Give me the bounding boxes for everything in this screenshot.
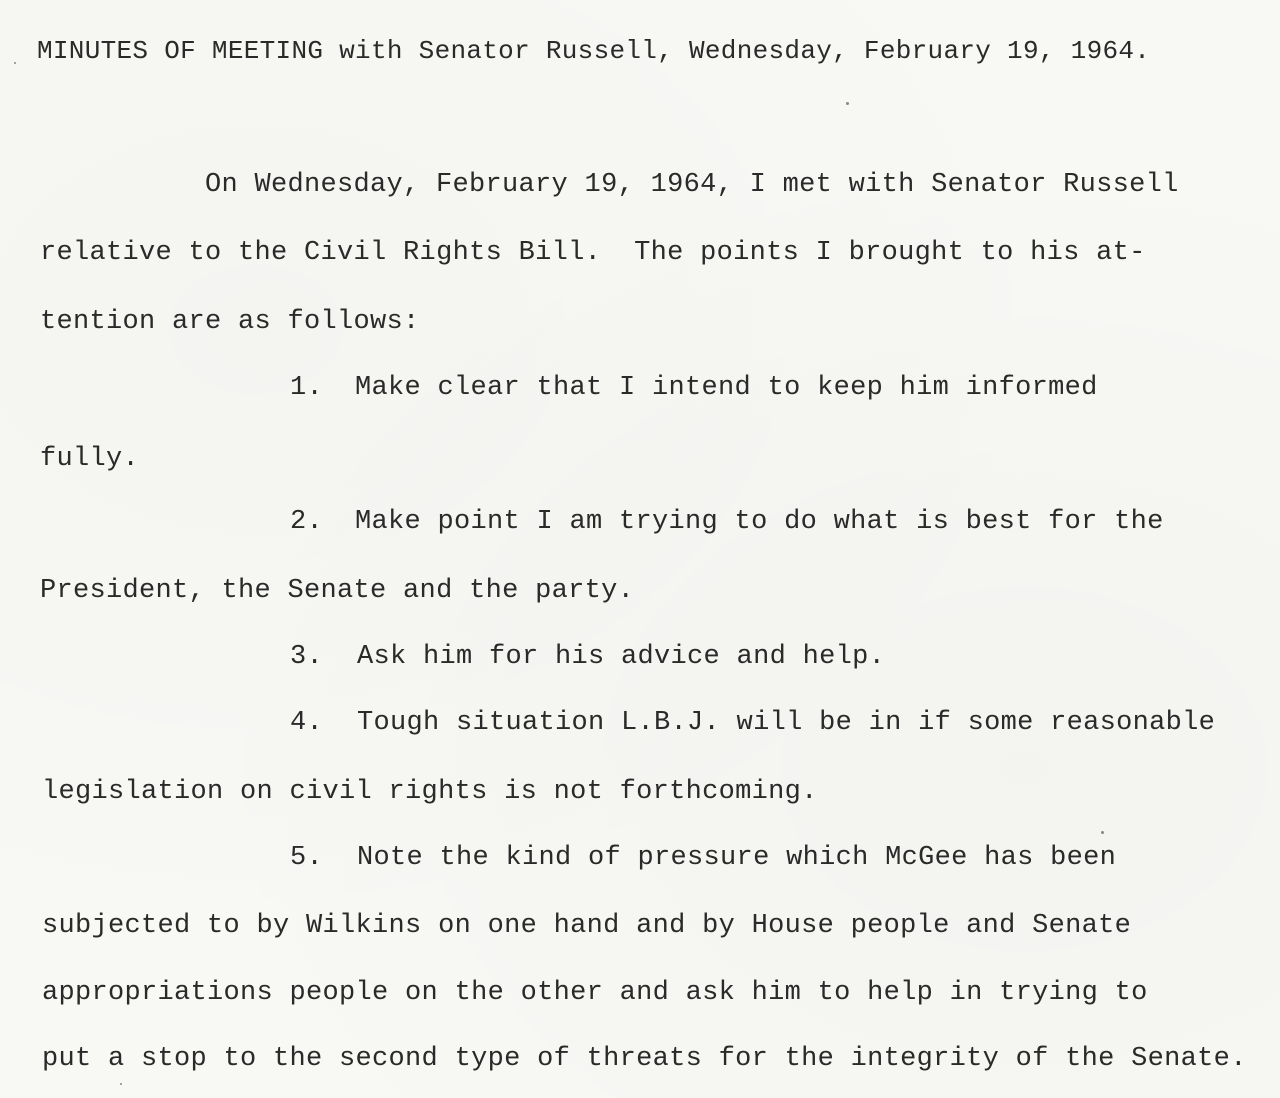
point-3-number: 3. (290, 642, 324, 672)
point-5-number: 5. (290, 843, 324, 873)
point-5-continuation-2: appropriations people on the other and ask him to help in trying to (42, 978, 1148, 1008)
point-3-text: Ask him for his advice and help. (357, 642, 886, 672)
point-1-text: Make clear that I intend to keep him informed (355, 373, 1098, 403)
point-4-text: Tough situation L.B.J. will be in if some reasonable (357, 708, 1216, 738)
point-2-continuation: President, the Senate and the party. (40, 576, 635, 606)
point-1-number: 1. (290, 373, 324, 403)
intro-line-2: relative to the Civil Rights Bill. The points I brought to his at- (40, 238, 1146, 268)
point-1-continuation: fully. (40, 444, 140, 474)
intro-line-1: On Wednesday, February 19, 1964, I met with Senator Russell (205, 170, 1179, 200)
intro-line-3: tention are as follows: (40, 307, 420, 337)
paper-speck (846, 102, 849, 105)
document-heading: MINUTES OF MEETING with Senator Russell, Wednesday, February 19, 1964. (37, 36, 1151, 66)
point-4-continuation: legislation on civil rights is not forthcoming. (42, 777, 818, 807)
point-5-text: Note the kind of pressure which McGee has been (357, 843, 1117, 873)
paper-speck (120, 1083, 122, 1085)
paper-speck (1101, 831, 1104, 834)
point-5-continuation-3: put a stop to the second type of threats for the integrity of the Senate. (42, 1044, 1247, 1074)
point-2-number: 2. (290, 507, 324, 537)
point-2-text: Make point I am trying to do what is best for the (355, 507, 1164, 537)
point-4-number: 4. (290, 708, 324, 738)
point-5-continuation-1: subjected to by Wilkins on one hand and by House people and Senate (42, 911, 1132, 941)
paper-speck (14, 62, 16, 64)
